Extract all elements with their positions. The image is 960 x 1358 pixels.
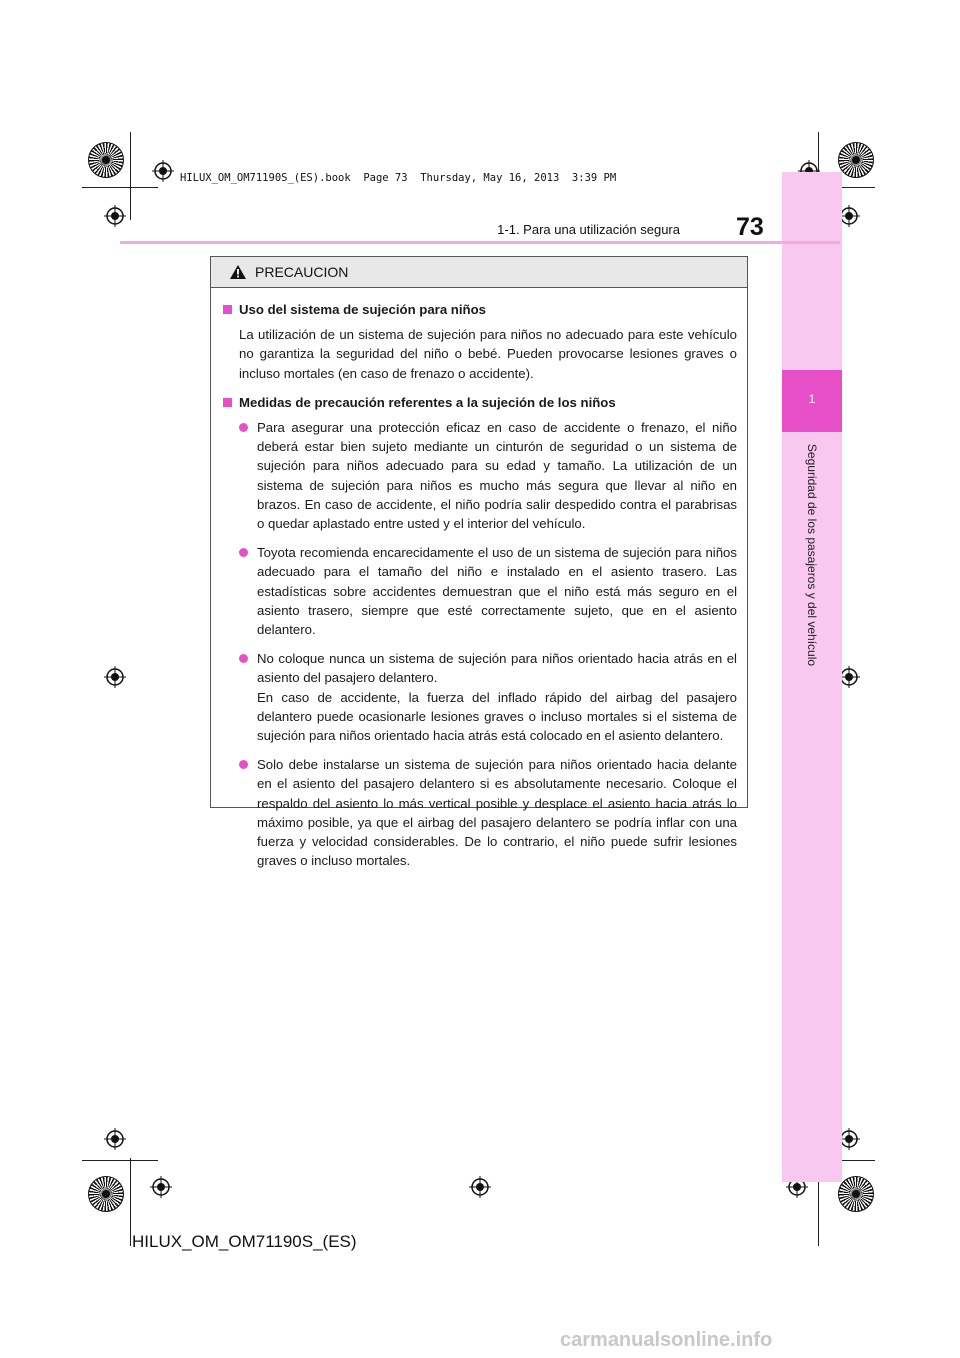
registration-mark-icon bbox=[104, 1128, 126, 1150]
registration-mark-icon bbox=[104, 666, 126, 688]
list-item bbox=[239, 418, 737, 533]
chapter-number: 1 bbox=[808, 392, 816, 406]
caution-box bbox=[210, 256, 748, 869]
color-rosette-icon bbox=[88, 142, 124, 178]
list-item bbox=[239, 543, 737, 639]
list-item bbox=[239, 649, 737, 745]
square-bullet-icon bbox=[223, 398, 232, 407]
list-item-text: Toyota recomienda encarecidamente el uso de un sistema de sujeción para niños adecuado para el tamaño del niño e instalado en el asiento trasero. Las estadísticas sobre accidentes demuestran que el niño está más seguro en el asiento trasero, siempre que esté correctamente sujeto, que en el asiento delantero. bbox=[257, 545, 737, 638]
section-paragraph: La utilización de un sistema de sujeción para niños no adecuado para este vehículo no garantiza la seguridad del niño o bebé. Pueden provocarse lesiones graves o incluso mortales (en caso de frenazo o accidente). bbox=[239, 327, 737, 381]
round-bullet-icon bbox=[239, 423, 248, 432]
list-item-line: No coloque nunca un sistema de sujeción para niños orientado hacia atrás en el asiento del pasajero delantero. bbox=[257, 651, 737, 686]
book-stamp: HILUX_OM_OM71190S_(ES).book Page 73 Thursday, May 16, 2013 3:39 PM bbox=[180, 172, 617, 184]
caution-title: PRECAUCION bbox=[255, 264, 349, 280]
caution-body bbox=[211, 288, 747, 870]
crop-mark bbox=[82, 1160, 158, 1161]
crop-mark bbox=[130, 132, 131, 220]
section-heading-text: Uso del sistema de sujeción para niños bbox=[239, 302, 486, 317]
page-number: 73 bbox=[736, 213, 764, 241]
watermark: carmanualsonline.info bbox=[560, 1329, 773, 1351]
chapter-side-label: Seguridad de los pasajeros y del vehículo bbox=[805, 443, 819, 667]
warning-triangle-icon bbox=[229, 264, 247, 280]
color-rosette-icon bbox=[838, 142, 874, 178]
list-item-text bbox=[257, 649, 737, 745]
section-heading bbox=[221, 300, 737, 319]
list-item-continuation: En caso de accidente, la fuerza del inflado rápido del airbag del pasajero delantero puede ocasionarle lesiones graves o incluso mortales si el sistema de sujeción para niños orientado hacia atrás está colocado en el asiento delantero. bbox=[257, 689, 737, 744]
section-heading-text: Medidas de precaución referentes a la sujeción de los niños bbox=[239, 394, 616, 410]
section-heading bbox=[221, 393, 737, 412]
registration-mark-icon bbox=[150, 1176, 172, 1198]
header-rule bbox=[120, 241, 840, 244]
crop-mark bbox=[82, 187, 158, 188]
list-item bbox=[239, 755, 737, 870]
color-rosette-icon bbox=[88, 1176, 124, 1212]
list-item-text: Para asegurar una protección eficaz en caso de accidente o frenazo, el niño deberá estar bien sujeto mediante un cinturón de seguridad o un sistema de sujeción para niños adecuado para su edad y tamaño. La utilización de un sistema de sujeción para niños es mucho más segura que llevar al niño en brazos. En caso de accidente, el niño podría salir despedido contra el parabrisas o quedar aplastado entre usted y el interior del vehículo. bbox=[257, 420, 737, 532]
manual-code: HILUX_OM_OM71190S_(ES) bbox=[132, 1232, 357, 1251]
list-item-text: Solo debe instalarse un sistema de sujeción para niños orientado hacia delante en el asiento del pasajero delantero si es absolutamente necesario. Coloque el respaldo del asiento lo más vertical posible y desplace el asiento hacia atrás lo máximo posible, ya que el airbag del pasajero delantero se podría inflar con una fuerza y velocidad considerables. De lo contrario, el niño puede sufrir lesiones graves o incluso mortales. bbox=[257, 757, 737, 869]
caution-header bbox=[211, 257, 747, 288]
color-rosette-icon bbox=[838, 1176, 874, 1212]
chapter-side-tab bbox=[782, 172, 842, 1182]
crop-mark bbox=[130, 1158, 131, 1246]
round-bullet-icon bbox=[239, 548, 248, 557]
round-bullet-icon bbox=[239, 654, 248, 663]
registration-mark-icon bbox=[104, 205, 126, 227]
section-title: 1-1. Para una utilización segura bbox=[497, 222, 680, 237]
registration-mark-icon bbox=[152, 160, 174, 182]
square-bullet-icon bbox=[223, 305, 232, 314]
registration-mark-icon bbox=[469, 1176, 491, 1198]
round-bullet-icon bbox=[239, 760, 248, 769]
